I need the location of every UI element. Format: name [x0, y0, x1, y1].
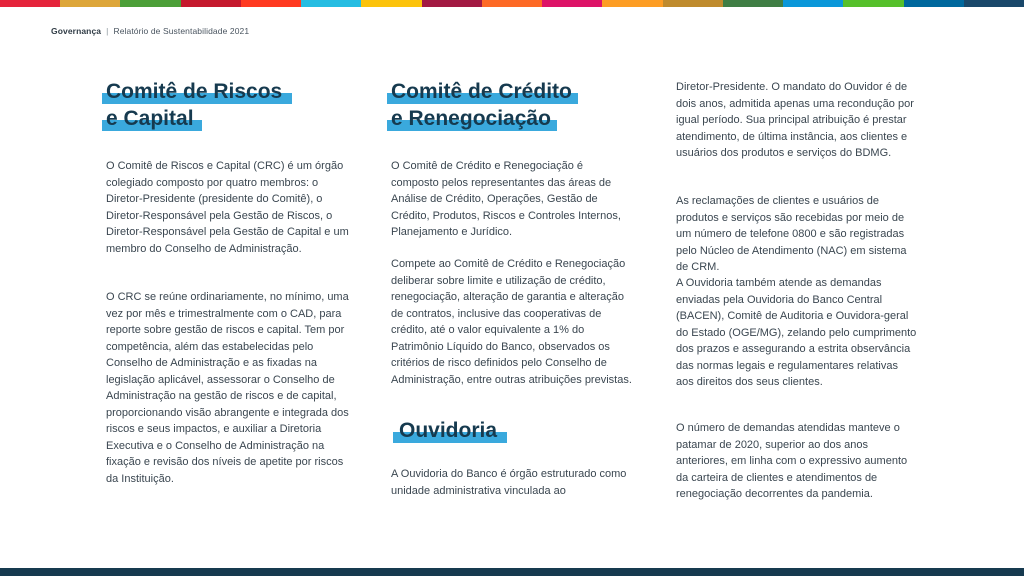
footer-bar — [0, 568, 1024, 576]
paragraph-crc-composition: O Comitê de Riscos e Capital (CRC) é um órgão colegiado composto por quatro membros: o Diretor-Presidente (presidente do Comitê), o Diretor-Responsável pela Gestão de Riscos, o Diretor-Responsável pela Gestão de Capital e um membro do Conselho de Administração. — [106, 160, 349, 255]
paragraph-demandas-bacen: A Ouvidoria também atende as demandas enviadas pela Ouvidoria do Banco Central (BACEN), Comitê de Auditoria e Ouvidora-geral do Estado (OGE/MG), zelando pelo cumprimento dos prazos e assegurando a estrita observância das normas legais e regulamentares relativas aos direitos dos seus clientes. — [676, 277, 917, 388]
stripe-segment — [843, 0, 903, 7]
page-header — [51, 26, 249, 36]
paragraph-ouvidor-mandate: Diretor-Presidente. O mandato do Ouvidor é de dois anos, admitida apenas uma recondução por igual período. Sua principal atribuição é prestar atendimento, de última instância, aos clientes e usuários dos produtos e serviços do BDMG. — [676, 81, 914, 159]
heading-ouvidoria — [393, 417, 593, 444]
stripe-segment — [361, 0, 421, 7]
paragraph-ouvidoria-intro: A Ouvidoria do Banco é órgão estruturado como unidade administrativa vinculada ao — [391, 468, 627, 497]
paragraph-credito-composition: O Comitê de Crédito e Renegociação é composto pelos representantes das áreas de Análise de Crédito, Operações, Gestão de Crédito, Produtos, Riscos e Controles Internos, Planejamento e Jurídico. — [391, 160, 621, 238]
stripe-segment — [663, 0, 723, 7]
stripe-segment — [301, 0, 361, 7]
stripe-segment — [181, 0, 241, 7]
stripe-segment — [964, 0, 1024, 7]
paragraph-reclamacoes: As reclamações de clientes e usuários de produtos e serviços são recebidas por meio de um número de telefone 0800 e são registradas pelo Núcleo de Atendimento (NAC) em sistema de CRM. — [676, 195, 907, 273]
stripe-segment — [241, 0, 301, 7]
heading-line-2: e Capital — [102, 105, 202, 132]
stripe-segment — [723, 0, 783, 7]
section-name: Governança — [51, 26, 102, 36]
paragraph-credito-competence: Compete ao Comitê de Crédito e Renegociação deliberar sobre limite e utilização de crédito, renegociação, alteração de garantia e alteração de contratos, inclusive das cooperativas de crédito, até o valor equivalente a 1% do Patrimônio Líquido do Banco, observados os critérios de risco definidos pelo Conselho de Administração, entre outras atribuições previstas. — [391, 258, 632, 386]
stripe-segment — [422, 0, 482, 7]
stripe-segment — [120, 0, 180, 7]
stripe-segment — [482, 0, 542, 7]
heading-line-2: e Renegociação — [387, 105, 557, 132]
paragraph-numero-demandas: O número de demandas atendidas manteve o patamar de 2020, superior ao dos anos anteriores, em linha com o expressivo aumento da carteira de clientes e atendimentos de renegociação decorrentes da pandemia. — [676, 422, 908, 500]
stripe-segment — [0, 0, 60, 7]
stripe-segment — [783, 0, 843, 7]
paragraph-crc-meetings: O CRC se reúne ordinariamente, no mínimo, uma vez por mês e trimestralmente com o CAD, para reporte sobre gestão de riscos e capital. Tem por competência, além das estabelecidas pelo Conselho de Administração e as fixadas na legislação aplicável, assessorar o Conselho de Administração na gestão de riscos e de capital, proporcionando visão abrangente e integrada dos riscos e seus impactos, e auxiliar a Diretoria Executiva e o Conselho de Administração na fixação e revisão dos níveis de apetite por riscos da Instituição. — [106, 291, 349, 485]
heading-line-1: Comitê de Crédito — [387, 78, 578, 105]
header-separator: | — [106, 26, 109, 36]
color-stripe-bar — [0, 0, 1024, 7]
stripe-segment — [602, 0, 662, 7]
heading-riscos-capital — [102, 78, 362, 132]
report-title: Relatório de Sustentabilidade 2021 — [113, 26, 250, 36]
stripe-segment — [60, 0, 120, 7]
stripe-segment — [904, 0, 964, 7]
heading-line-1: Comitê de Riscos — [102, 78, 292, 105]
heading-ouvidoria-text: Ouvidoria — [393, 417, 507, 444]
stripe-segment — [542, 0, 602, 7]
heading-credito-renegociacao — [387, 78, 647, 132]
